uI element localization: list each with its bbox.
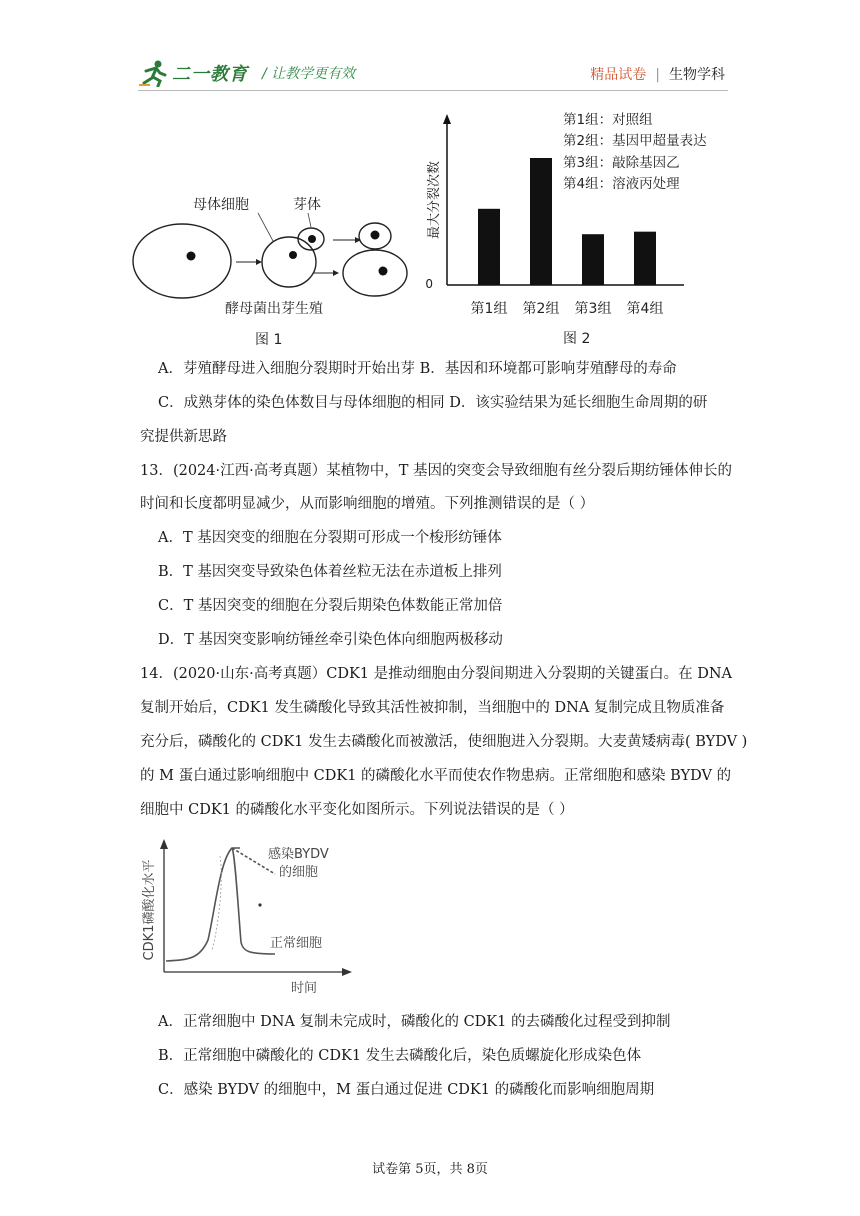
header-subject: 生物学科 bbox=[669, 67, 725, 83]
figure-1-inner-caption: 酵母菌出芽生殖 bbox=[225, 301, 323, 317]
q13-option-a: A．T 基因突变的细胞在分裂期可形成一个梭形纺锤体 bbox=[158, 530, 502, 546]
q14-option-a: A．正常细胞中 DNA 复制未完成时，磷酸化的 CDK1 的去磷酸化过程受到抑制 bbox=[158, 1014, 671, 1030]
legend-item-4: 第4组：溶液丙处理 bbox=[563, 176, 680, 192]
page-footer: 试卷第 5页，共 8页 bbox=[372, 1162, 488, 1177]
x-axis-arrow bbox=[342, 968, 352, 976]
q12-options-cd: C．成熟芽体的染色体数目与母体细胞的相同 D．该实验结果为延长细胞生命周期的研 bbox=[158, 395, 708, 411]
q14-option-c: C．感染 BYDV 的细胞中，M 蛋白通过促进 CDK1 的磷酸化而影响细胞周期 bbox=[158, 1082, 655, 1098]
runner-icon bbox=[138, 59, 168, 87]
legend-item-3: 第3组：敲除基因乙 bbox=[563, 155, 680, 171]
normal-cell-label: 正常细胞 bbox=[270, 936, 323, 951]
x-axis-label: 时间 bbox=[291, 981, 318, 996]
y-axis-label: CDK1磷酸化水平 bbox=[142, 859, 157, 961]
q12-options-ab: A．芽殖酵母进入细胞分裂期时开始出芽 B．基因和环境都可影响芽殖酵母的寿命 bbox=[158, 361, 677, 377]
label-bud: 芽体 bbox=[293, 197, 321, 213]
x-tick-label: 第1组 bbox=[470, 301, 508, 317]
bar-3 bbox=[582, 234, 604, 285]
q14-stem-line-1: 14．(2020·山东·高考真题）CDK1 是推动细胞由分裂间期进入分裂期的关键蛋白。在 DNA bbox=[140, 666, 733, 682]
legend-item-2: 第2组：基因甲超量表达 bbox=[563, 133, 707, 149]
page-header bbox=[0, 0, 860, 100]
figure-2-bar-chart bbox=[418, 100, 738, 350]
header-tags: 精品试卷 | 生物学科 bbox=[590, 67, 725, 83]
q14-stem-line-2: 复制开始后，CDK1 发生磷酸化导致其活性被抑制，当细胞中的 DNA 复制完成且物质准备 bbox=[140, 700, 725, 716]
bar-2 bbox=[530, 158, 552, 285]
logo-slogan: / 让教学更有效 bbox=[262, 66, 356, 82]
bar-1 bbox=[478, 209, 500, 285]
y-axis-label: 最大分裂次数 bbox=[427, 160, 442, 240]
figure-1-yeast-budding bbox=[125, 185, 425, 350]
x-tick-label: 第3组 bbox=[574, 301, 612, 317]
q14-stem-line-5: 细胞中 CDK1 的磷酸化水平变化如图所示。下列说法错误的是（ ） bbox=[140, 802, 574, 818]
q13-stem-line-2: 时间和长度都明显减少，从而影响细胞的增殖。下列推测错误的是（ ） bbox=[140, 496, 595, 512]
q14-option-b: B．正常细胞中磷酸化的 CDK1 发生去磷酸化后，染色质螺旋化形成染色体 bbox=[158, 1048, 642, 1064]
q12-options-cd-cont: 究提供新思路 bbox=[140, 429, 227, 445]
y-axis-arrow bbox=[443, 114, 451, 124]
x-tick-label: 第2组 bbox=[522, 301, 560, 317]
header-tag: 精品试卷 bbox=[590, 67, 647, 83]
legend-item-1: 第1组：对照组 bbox=[563, 112, 653, 128]
header-divider bbox=[138, 90, 728, 91]
q14-stem-line-4: 的 M 蛋白通过影响细胞中 CDK1 的磷酸化水平而使农作物患病。正常细胞和感染 BYDV 的 bbox=[140, 768, 732, 784]
figure-1-caption: 图 1 bbox=[255, 332, 283, 348]
logo-text: 二一教育 bbox=[172, 64, 248, 85]
q13-option-c: C．T 基因突变的细胞在分裂后期染色体数能正常加倍 bbox=[158, 598, 503, 614]
bar-4 bbox=[634, 232, 656, 285]
label-mother-cell: 母体细胞 bbox=[193, 197, 249, 213]
y-zero-label: 0 bbox=[425, 277, 433, 291]
brand-logo bbox=[138, 58, 355, 88]
shared-curve bbox=[166, 848, 240, 961]
q14-stem-line-3: 充分后，磷酸化的 CDK1 发生去磷酸化而被激活，使细胞进入分裂期。大麦黄矮病毒( BYDV ) bbox=[140, 734, 748, 750]
y-axis-arrow bbox=[160, 839, 168, 849]
q13-option-d: D．T 基因突变影响纺锤丝牵引染色体向细胞两极移动 bbox=[158, 632, 503, 648]
q13-option-b: B．T 基因突变导致染色体着丝粒无法在赤道板上排列 bbox=[158, 564, 502, 580]
infected-label-1: 感染BYDV bbox=[268, 847, 329, 862]
x-tick-label: 第4组 bbox=[626, 301, 664, 317]
infected-label-2: 的细胞 bbox=[279, 865, 319, 880]
figure-2-caption: 图 2 bbox=[563, 331, 591, 347]
figure-3-cdk1-curve bbox=[140, 830, 370, 1000]
normal-cell-curve bbox=[232, 848, 275, 954]
q13-stem-line-1: 13．(2024·江西·高考真题）某植物中，T 基因的突变会导致细胞有丝分裂后期纺锤体伸长的 bbox=[140, 463, 733, 479]
